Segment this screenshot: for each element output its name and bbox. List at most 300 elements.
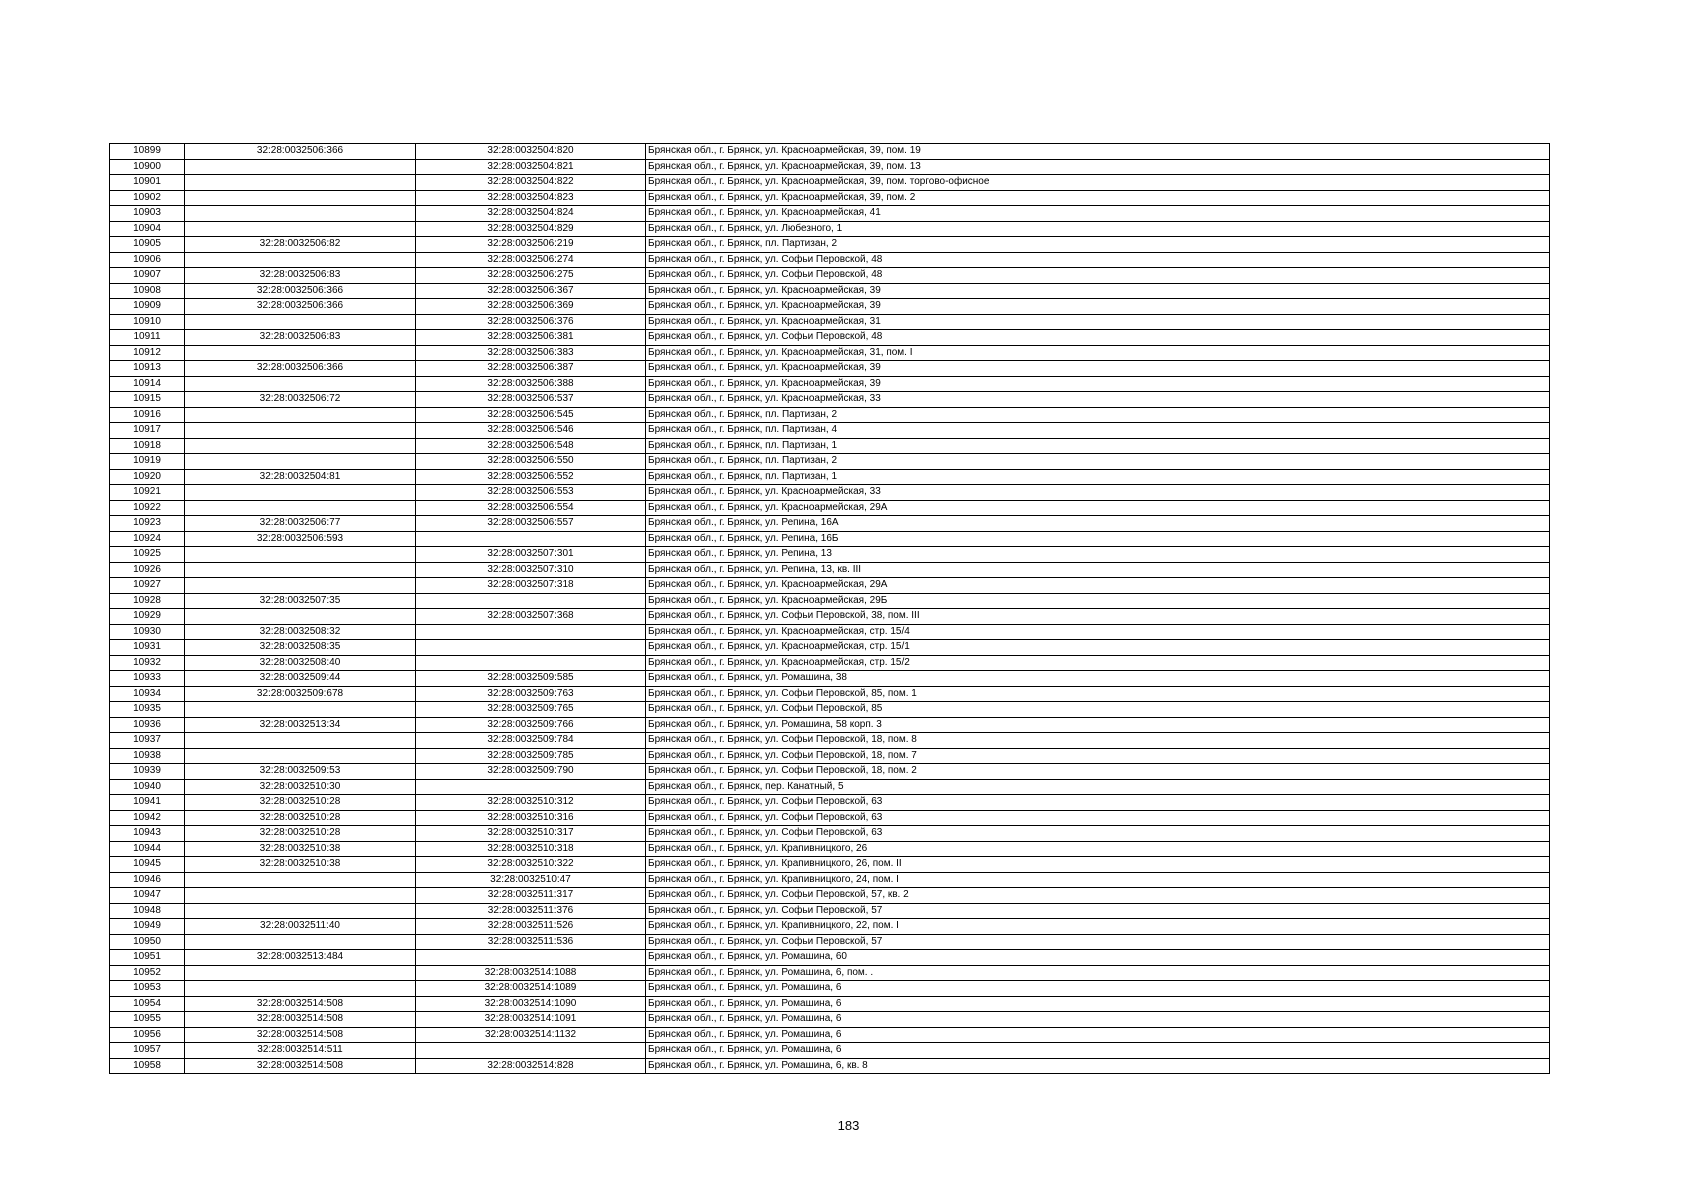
object-number-cell: 32:28:0032510:316 <box>416 810 646 826</box>
object-number-cell: 32:28:0032510:312 <box>416 795 646 811</box>
row-number-cell: 10918 <box>110 438 185 454</box>
table-row <box>110 779 1550 795</box>
row-number-cell: 10915 <box>110 392 185 408</box>
table-row <box>110 175 1550 191</box>
table-row <box>110 686 1550 702</box>
land-plot-number-cell <box>185 748 416 764</box>
table-row <box>110 888 1550 904</box>
object-number-cell <box>416 593 646 609</box>
row-number-cell: 10923 <box>110 516 185 532</box>
object-number-cell: 32:28:0032510:318 <box>416 841 646 857</box>
table-row <box>110 950 1550 966</box>
land-plot-number-cell <box>185 578 416 594</box>
address-cell: Брянская обл., г. Брянск, ул. Красноармейская, стр. 15/4 <box>646 624 1550 640</box>
land-plot-number-cell <box>185 454 416 470</box>
table-row <box>110 748 1550 764</box>
address-cell: Брянская обл., г. Брянск, ул. Ромашина, 6 <box>646 996 1550 1012</box>
object-number-cell: 32:28:0032506:550 <box>416 454 646 470</box>
land-plot-number-cell <box>185 438 416 454</box>
address-cell: Брянская обл., г. Брянск, ул. Красноармейская, 39 <box>646 299 1550 315</box>
land-plot-number-cell: 32:28:0032506:82 <box>185 237 416 253</box>
address-cell: Брянская обл., г. Брянск, ул. Ромашина, 6, пом. . <box>646 965 1550 981</box>
cadastral-register-table <box>109 143 1550 1074</box>
table-row <box>110 221 1550 237</box>
land-plot-number-cell: 32:28:0032514:508 <box>185 1012 416 1028</box>
address-cell: Брянская обл., г. Брянск, ул. Крапивницкого, 26, пом. II <box>646 857 1550 873</box>
object-number-cell: 32:28:0032506:275 <box>416 268 646 284</box>
object-number-cell: 32:28:0032506:537 <box>416 392 646 408</box>
address-cell: Брянская обл., г. Брянск, ул. Красноармейская, 39 <box>646 361 1550 377</box>
address-cell: Брянская обл., г. Брянск, ул. Софьи Перовской, 18, пом. 7 <box>646 748 1550 764</box>
object-number-cell: 32:28:0032504:823 <box>416 190 646 206</box>
object-number-cell: 32:28:0032506:388 <box>416 376 646 392</box>
table-row <box>110 965 1550 981</box>
land-plot-number-cell: 32:28:0032510:28 <box>185 826 416 842</box>
row-number-cell: 10950 <box>110 934 185 950</box>
land-plot-number-cell: 32:28:0032510:28 <box>185 810 416 826</box>
table-row <box>110 624 1550 640</box>
address-cell: Брянская обл., г. Брянск, ул. Красноармейская, 39, пом. 2 <box>646 190 1550 206</box>
table-row <box>110 1043 1550 1059</box>
object-number-cell: 32:28:0032514:1088 <box>416 965 646 981</box>
land-plot-number-cell <box>185 423 416 439</box>
land-plot-number-cell: 32:28:0032508:32 <box>185 624 416 640</box>
land-plot-number-cell <box>185 190 416 206</box>
address-cell: Брянская обл., г. Брянск, ул. Красноармейская, 39 <box>646 283 1550 299</box>
land-plot-number-cell: 32:28:0032514:508 <box>185 1058 416 1074</box>
table-row <box>110 345 1550 361</box>
address-cell: Брянская обл., г. Брянск, ул. Репина, 16Б <box>646 531 1550 547</box>
address-cell: Брянская обл., г. Брянск, ул. Ромашина, 6 <box>646 1043 1550 1059</box>
row-number-cell: 10912 <box>110 345 185 361</box>
object-number-cell <box>416 531 646 547</box>
table-row <box>110 268 1550 284</box>
row-number-cell: 10917 <box>110 423 185 439</box>
land-plot-number-cell: 32:28:0032513:484 <box>185 950 416 966</box>
land-plot-number-cell <box>185 872 416 888</box>
land-plot-number-cell: 32:28:0032504:81 <box>185 469 416 485</box>
land-plot-number-cell: 32:28:0032509:53 <box>185 764 416 780</box>
land-plot-number-cell: 32:28:0032506:77 <box>185 516 416 532</box>
address-cell: Брянская обл., г. Брянск, ул. Крапивницкого, 26 <box>646 841 1550 857</box>
object-number-cell: 32:28:0032504:821 <box>416 159 646 175</box>
object-number-cell <box>416 640 646 656</box>
land-plot-number-cell <box>185 221 416 237</box>
object-number-cell: 32:28:0032507:301 <box>416 547 646 563</box>
address-cell: Брянская обл., г. Брянск, ул. Репина, 13, кв. III <box>646 562 1550 578</box>
table-row <box>110 423 1550 439</box>
table-body <box>110 144 1550 1074</box>
table-row <box>110 981 1550 997</box>
address-cell: Брянская обл., г. Брянск, ул. Репина, 13 <box>646 547 1550 563</box>
object-number-cell: 32:28:0032506:219 <box>416 237 646 253</box>
address-cell: Брянская обл., г. Брянск, ул. Софьи Перовской, 48 <box>646 252 1550 268</box>
address-cell: Брянская обл., г. Брянск, пл. Партизан, 1 <box>646 469 1550 485</box>
land-plot-number-cell <box>185 547 416 563</box>
table-row <box>110 702 1550 718</box>
address-cell: Брянская обл., г. Брянск, ул. Любезного, 1 <box>646 221 1550 237</box>
address-cell: Брянская обл., г. Брянск, ул. Софьи Перовской, 63 <box>646 826 1550 842</box>
object-number-cell: 32:28:0032514:1090 <box>416 996 646 1012</box>
address-cell: Брянская обл., г. Брянск, ул. Красноармейская, стр. 15/1 <box>646 640 1550 656</box>
object-number-cell: 32:28:0032514:828 <box>416 1058 646 1074</box>
address-cell: Брянская обл., г. Брянск, ул. Софьи Перовской, 57 <box>646 934 1550 950</box>
object-number-cell: 32:28:0032509:765 <box>416 702 646 718</box>
row-number-cell: 10958 <box>110 1058 185 1074</box>
address-cell: Брянская обл., г. Брянск, пл. Партизан, 2 <box>646 237 1550 253</box>
row-number-cell: 10934 <box>110 686 185 702</box>
object-number-cell: 32:28:0032509:585 <box>416 671 646 687</box>
table-row <box>110 872 1550 888</box>
table-row <box>110 392 1550 408</box>
object-number-cell: 32:28:0032504:820 <box>416 144 646 160</box>
address-cell: Брянская обл., г. Брянск, ул. Красноармейская, 29А <box>646 578 1550 594</box>
land-plot-number-cell <box>185 965 416 981</box>
address-cell: Брянская обл., г. Брянск, ул. Ромашина, 6 <box>646 1012 1550 1028</box>
row-number-cell: 10920 <box>110 469 185 485</box>
land-plot-number-cell: 32:28:0032506:83 <box>185 330 416 346</box>
row-number-cell: 10919 <box>110 454 185 470</box>
land-plot-number-cell: 32:28:0032514:508 <box>185 1027 416 1043</box>
row-number-cell: 10925 <box>110 547 185 563</box>
object-number-cell: 32:28:0032506:546 <box>416 423 646 439</box>
object-number-cell: 32:28:0032506:274 <box>416 252 646 268</box>
row-number-cell: 10952 <box>110 965 185 981</box>
table-row <box>110 764 1550 780</box>
land-plot-number-cell <box>185 934 416 950</box>
land-plot-number-cell: 32:28:0032514:511 <box>185 1043 416 1059</box>
row-number-cell: 10928 <box>110 593 185 609</box>
table-row <box>110 376 1550 392</box>
row-number-cell: 10931 <box>110 640 185 656</box>
land-plot-number-cell: 32:28:0032514:508 <box>185 996 416 1012</box>
object-number-cell: 32:28:0032514:1132 <box>416 1027 646 1043</box>
land-plot-number-cell <box>185 702 416 718</box>
row-number-cell: 10951 <box>110 950 185 966</box>
table-row <box>110 283 1550 299</box>
table-row <box>110 810 1550 826</box>
row-number-cell: 10916 <box>110 407 185 423</box>
table-row <box>110 314 1550 330</box>
row-number-cell: 10941 <box>110 795 185 811</box>
land-plot-number-cell: 32:28:0032510:30 <box>185 779 416 795</box>
land-plot-number-cell <box>185 485 416 501</box>
address-cell: Брянская обл., г. Брянск, пер. Канатный, 5 <box>646 779 1550 795</box>
land-plot-number-cell: 32:28:0032513:34 <box>185 717 416 733</box>
address-cell: Брянская обл., г. Брянск, ул. Репина, 16А <box>646 516 1550 532</box>
object-number-cell: 32:28:0032506:545 <box>416 407 646 423</box>
row-number-cell: 10907 <box>110 268 185 284</box>
object-number-cell <box>416 1043 646 1059</box>
address-cell: Брянская обл., г. Брянск, ул. Софьи Перовской, 18, пом. 8 <box>646 733 1550 749</box>
row-number-cell: 10900 <box>110 159 185 175</box>
row-number-cell: 10908 <box>110 283 185 299</box>
object-number-cell: 32:28:0032514:1089 <box>416 981 646 997</box>
row-number-cell: 10955 <box>110 1012 185 1028</box>
land-plot-number-cell: 32:28:0032506:366 <box>185 361 416 377</box>
object-number-cell: 32:28:0032511:376 <box>416 903 646 919</box>
row-number-cell: 10924 <box>110 531 185 547</box>
land-plot-number-cell <box>185 888 416 904</box>
table-row <box>110 190 1550 206</box>
page-number: 183 <box>837 1118 860 1133</box>
object-number-cell: 32:28:0032511:317 <box>416 888 646 904</box>
address-cell: Брянская обл., г. Брянск, ул. Софьи Перовской, 57, кв. 2 <box>646 888 1550 904</box>
address-cell: Брянская обл., г. Брянск, ул. Красноармейская, 29А <box>646 500 1550 516</box>
row-number-cell: 10945 <box>110 857 185 873</box>
address-cell: Брянская обл., г. Брянск, пл. Партизан, 2 <box>646 407 1550 423</box>
row-number-cell: 10932 <box>110 655 185 671</box>
address-cell: Брянская обл., г. Брянск, ул. Крапивницкого, 22, пом. I <box>646 919 1550 935</box>
land-plot-number-cell: 32:28:0032510:38 <box>185 857 416 873</box>
object-number-cell: 32:28:0032504:829 <box>416 221 646 237</box>
row-number-cell: 10956 <box>110 1027 185 1043</box>
table-row <box>110 144 1550 160</box>
land-plot-number-cell: 32:28:0032510:28 <box>185 795 416 811</box>
address-cell: Брянская обл., г. Брянск, ул. Ромашина, 58 корп. 3 <box>646 717 1550 733</box>
row-number-cell: 10903 <box>110 206 185 222</box>
address-cell: Брянская обл., г. Брянск, ул. Красноармейская, 31 <box>646 314 1550 330</box>
row-number-cell: 10942 <box>110 810 185 826</box>
table-row <box>110 593 1550 609</box>
table-row <box>110 252 1550 268</box>
table-row <box>110 547 1550 563</box>
object-number-cell <box>416 950 646 966</box>
object-number-cell <box>416 655 646 671</box>
table-row <box>110 841 1550 857</box>
object-number-cell: 32:28:0032506:381 <box>416 330 646 346</box>
land-plot-number-cell <box>185 376 416 392</box>
row-number-cell: 10930 <box>110 624 185 640</box>
address-cell: Брянская обл., г. Брянск, ул. Софьи Перовской, 18, пом. 2 <box>646 764 1550 780</box>
table-row <box>110 996 1550 1012</box>
row-number-cell: 10940 <box>110 779 185 795</box>
table-row <box>110 485 1550 501</box>
address-cell: Брянская обл., г. Брянск, пл. Партизан, 1 <box>646 438 1550 454</box>
land-plot-number-cell: 32:28:0032507:35 <box>185 593 416 609</box>
land-plot-number-cell: 32:28:0032510:38 <box>185 841 416 857</box>
object-number-cell: 32:28:0032506:369 <box>416 299 646 315</box>
table-row <box>110 795 1550 811</box>
land-plot-number-cell: 32:28:0032509:678 <box>185 686 416 702</box>
table-row <box>110 407 1550 423</box>
object-number-cell: 32:28:0032511:526 <box>416 919 646 935</box>
row-number-cell: 10949 <box>110 919 185 935</box>
object-number-cell: 32:28:0032506:548 <box>416 438 646 454</box>
object-number-cell <box>416 624 646 640</box>
land-plot-number-cell: 32:28:0032506:366 <box>185 283 416 299</box>
row-number-cell: 10948 <box>110 903 185 919</box>
row-number-cell: 10936 <box>110 717 185 733</box>
table-row <box>110 857 1550 873</box>
row-number-cell: 10904 <box>110 221 185 237</box>
object-number-cell: 32:28:0032510:317 <box>416 826 646 842</box>
table-row <box>110 903 1550 919</box>
row-number-cell: 10922 <box>110 500 185 516</box>
row-number-cell: 10938 <box>110 748 185 764</box>
row-number-cell: 10902 <box>110 190 185 206</box>
object-number-cell: 32:28:0032504:822 <box>416 175 646 191</box>
table-row <box>110 1027 1550 1043</box>
address-cell: Брянская обл., г. Брянск, ул. Ромашина, 6, кв. 8 <box>646 1058 1550 1074</box>
object-number-cell: 32:28:0032506:554 <box>416 500 646 516</box>
table-row <box>110 1012 1550 1028</box>
table-row <box>110 500 1550 516</box>
address-cell: Брянская обл., г. Брянск, ул. Красноармейская, 33 <box>646 392 1550 408</box>
land-plot-number-cell <box>185 981 416 997</box>
row-number-cell: 10911 <box>110 330 185 346</box>
table-row <box>110 562 1550 578</box>
address-cell: Брянская обл., г. Брянск, ул. Красноармейская, стр. 15/2 <box>646 655 1550 671</box>
object-number-cell: 32:28:0032511:536 <box>416 934 646 950</box>
table-row <box>110 578 1550 594</box>
table-row <box>110 934 1550 950</box>
land-plot-number-cell: 32:28:0032506:366 <box>185 144 416 160</box>
table-row <box>110 655 1550 671</box>
table-row <box>110 330 1550 346</box>
address-cell: Брянская обл., г. Брянск, ул. Красноармейская, 39, пом. 13 <box>646 159 1550 175</box>
object-number-cell: 32:28:0032507:368 <box>416 609 646 625</box>
object-number-cell: 32:28:0032509:766 <box>416 717 646 733</box>
table-row <box>110 299 1550 315</box>
row-number-cell: 10943 <box>110 826 185 842</box>
address-cell: Брянская обл., г. Брянск, ул. Красноармейская, 39 <box>646 376 1550 392</box>
address-cell: Брянская обл., г. Брянск, ул. Красноармейская, 33 <box>646 485 1550 501</box>
address-cell: Брянская обл., г. Брянск, ул. Ромашина, 6 <box>646 1027 1550 1043</box>
object-number-cell: 32:28:0032506:553 <box>416 485 646 501</box>
object-number-cell: 32:28:0032506:383 <box>416 345 646 361</box>
address-cell: Брянская обл., г. Брянск, ул. Софьи Перовской, 63 <box>646 810 1550 826</box>
address-cell: Брянская обл., г. Брянск, ул. Софьи Перовской, 85 <box>646 702 1550 718</box>
row-number-cell: 10927 <box>110 578 185 594</box>
land-plot-number-cell <box>185 609 416 625</box>
object-number-cell: 32:28:0032509:785 <box>416 748 646 764</box>
object-number-cell: 32:28:0032506:376 <box>416 314 646 330</box>
table-row <box>110 531 1550 547</box>
row-number-cell: 10905 <box>110 237 185 253</box>
row-number-cell: 10909 <box>110 299 185 315</box>
object-number-cell: 32:28:0032506:557 <box>416 516 646 532</box>
land-plot-number-cell: 32:28:0032508:35 <box>185 640 416 656</box>
address-cell: Брянская обл., г. Брянск, ул. Красноармейская, 29Б <box>646 593 1550 609</box>
address-cell: Брянская обл., г. Брянск, ул. Софьи Перовской, 48 <box>646 268 1550 284</box>
table-row <box>110 826 1550 842</box>
address-cell: Брянская обл., г. Брянск, пл. Партизан, 4 <box>646 423 1550 439</box>
row-number-cell: 10901 <box>110 175 185 191</box>
row-number-cell: 10937 <box>110 733 185 749</box>
table-row <box>110 469 1550 485</box>
land-plot-number-cell: 32:28:0032506:366 <box>185 299 416 315</box>
land-plot-number-cell <box>185 175 416 191</box>
address-cell: Брянская обл., г. Брянск, ул. Крапивницкого, 24, пом. I <box>646 872 1550 888</box>
land-plot-number-cell <box>185 252 416 268</box>
table-row <box>110 717 1550 733</box>
address-cell: Брянская обл., г. Брянск, ул. Софьи Перовской, 48 <box>646 330 1550 346</box>
table-row <box>110 919 1550 935</box>
row-number-cell: 10926 <box>110 562 185 578</box>
object-number-cell: 32:28:0032506:552 <box>416 469 646 485</box>
table-row <box>110 1058 1550 1074</box>
land-plot-number-cell: 32:28:0032511:40 <box>185 919 416 935</box>
address-cell: Брянская обл., г. Брянск, ул. Красноармейская, 31, пом. I <box>646 345 1550 361</box>
row-number-cell: 10944 <box>110 841 185 857</box>
object-number-cell: 32:28:0032510:47 <box>416 872 646 888</box>
row-number-cell: 10910 <box>110 314 185 330</box>
object-number-cell: 32:28:0032506:367 <box>416 283 646 299</box>
table-row <box>110 237 1550 253</box>
address-cell: Брянская обл., г. Брянск, ул. Софьи Перовской, 38, пом. III <box>646 609 1550 625</box>
object-number-cell <box>416 779 646 795</box>
table-row <box>110 454 1550 470</box>
row-number-cell: 10913 <box>110 361 185 377</box>
object-number-cell: 32:28:0032507:318 <box>416 578 646 594</box>
land-plot-number-cell: 32:28:0032508:40 <box>185 655 416 671</box>
land-plot-number-cell: 32:28:0032506:72 <box>185 392 416 408</box>
land-plot-number-cell: 32:28:0032506:83 <box>185 268 416 284</box>
table-row <box>110 438 1550 454</box>
object-number-cell: 32:28:0032509:790 <box>416 764 646 780</box>
land-plot-number-cell <box>185 733 416 749</box>
address-cell: Брянская обл., г. Брянск, пл. Партизан, 2 <box>646 454 1550 470</box>
object-number-cell: 32:28:0032510:322 <box>416 857 646 873</box>
address-cell: Брянская обл., г. Брянск, ул. Софьи Перовской, 63 <box>646 795 1550 811</box>
row-number-cell: 10933 <box>110 671 185 687</box>
table-row <box>110 609 1550 625</box>
land-plot-number-cell <box>185 562 416 578</box>
table-row <box>110 361 1550 377</box>
land-plot-number-cell <box>185 345 416 361</box>
table-row <box>110 733 1550 749</box>
land-plot-number-cell: 32:28:0032506:593 <box>185 531 416 547</box>
address-cell: Брянская обл., г. Брянск, ул. Красноармейская, 39, пом. торгово-офисное <box>646 175 1550 191</box>
row-number-cell: 10954 <box>110 996 185 1012</box>
address-cell: Брянская обл., г. Брянск, ул. Софьи Перовской, 85, пом. 1 <box>646 686 1550 702</box>
land-plot-number-cell <box>185 500 416 516</box>
table-row <box>110 516 1550 532</box>
object-number-cell: 32:28:0032514:1091 <box>416 1012 646 1028</box>
address-cell: Брянская обл., г. Брянск, ул. Красноармейская, 41 <box>646 206 1550 222</box>
row-number-cell: 10899 <box>110 144 185 160</box>
row-number-cell: 10929 <box>110 609 185 625</box>
row-number-cell: 10946 <box>110 872 185 888</box>
row-number-cell: 10906 <box>110 252 185 268</box>
table-row <box>110 159 1550 175</box>
row-number-cell: 10957 <box>110 1043 185 1059</box>
land-plot-number-cell <box>185 314 416 330</box>
table-row <box>110 206 1550 222</box>
object-number-cell: 32:28:0032506:387 <box>416 361 646 377</box>
table-row <box>110 671 1550 687</box>
land-plot-number-cell <box>185 407 416 423</box>
row-number-cell: 10935 <box>110 702 185 718</box>
row-number-cell: 10939 <box>110 764 185 780</box>
address-cell: Брянская обл., г. Брянск, ул. Ромашина, 6 <box>646 981 1550 997</box>
object-number-cell: 32:28:0032509:784 <box>416 733 646 749</box>
row-number-cell: 10914 <box>110 376 185 392</box>
land-plot-number-cell <box>185 206 416 222</box>
table-row <box>110 640 1550 656</box>
object-number-cell: 32:28:0032509:763 <box>416 686 646 702</box>
land-plot-number-cell <box>185 903 416 919</box>
land-plot-number-cell <box>185 159 416 175</box>
address-cell: Брянская обл., г. Брянск, ул. Красноармейская, 39, пом. 19 <box>646 144 1550 160</box>
row-number-cell: 10953 <box>110 981 185 997</box>
row-number-cell: 10921 <box>110 485 185 501</box>
object-number-cell: 32:28:0032507:310 <box>416 562 646 578</box>
address-cell: Брянская обл., г. Брянск, ул. Софьи Перовской, 57 <box>646 903 1550 919</box>
address-cell: Брянская обл., г. Брянск, ул. Ромашина, 38 <box>646 671 1550 687</box>
row-number-cell: 10947 <box>110 888 185 904</box>
